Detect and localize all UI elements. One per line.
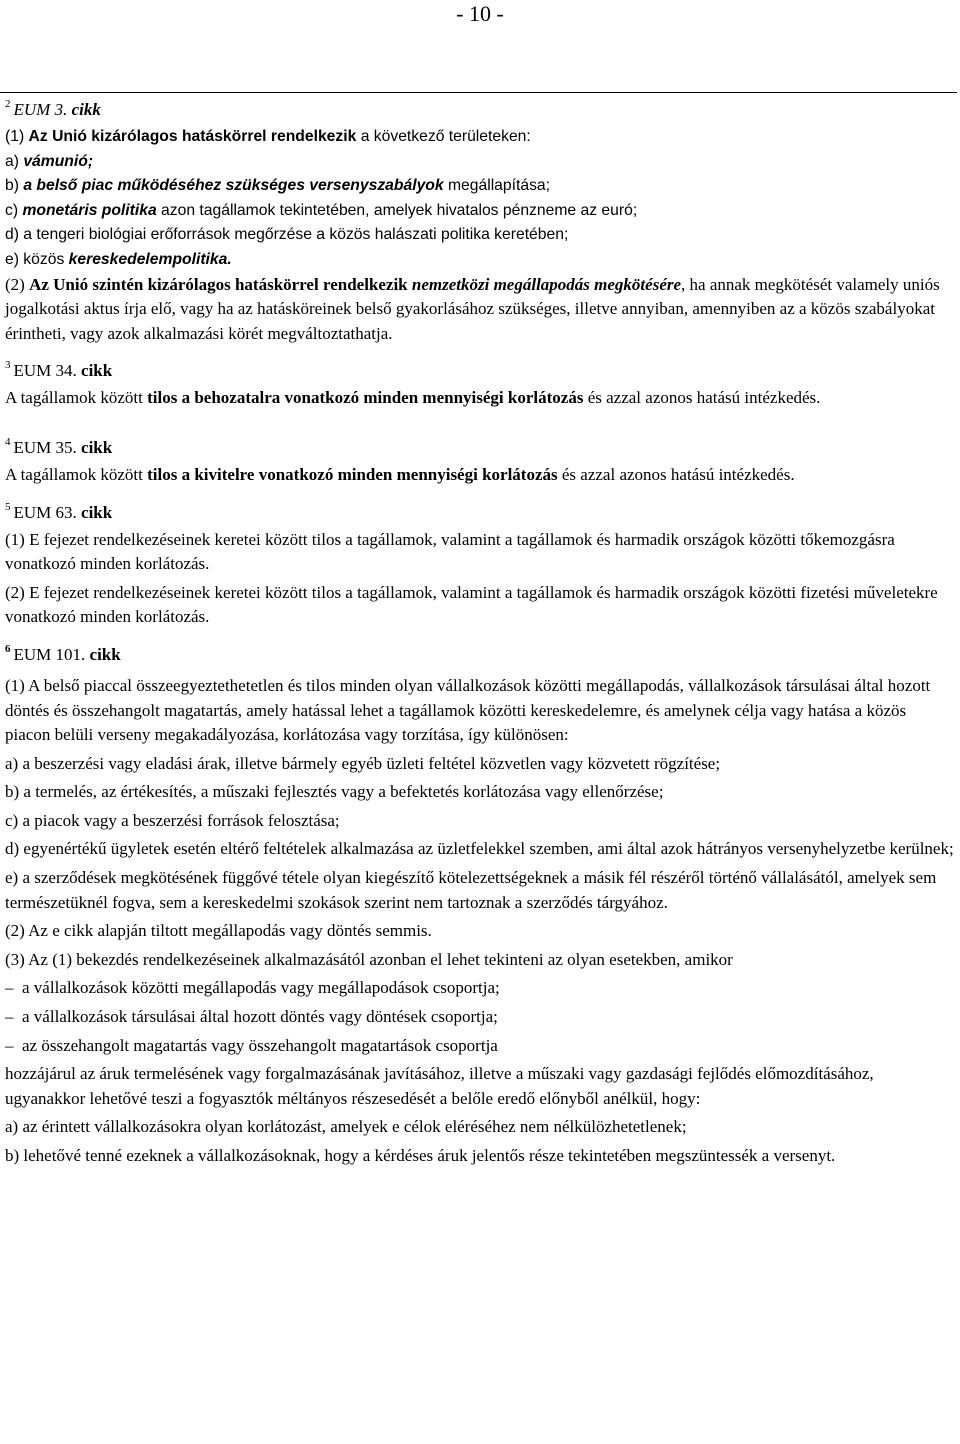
footnote-5-title: $^5$ EUM 63. cikk: [5, 500, 113, 522]
footnote-6-paragraph-2: (2) Az e cikk alapján tiltott megállapodás vagy döntés semmis.: [5, 921, 432, 941]
dash-marker: –: [5, 978, 14, 998]
footnote-6-item-b: b) a termelés, az értékesítés, a műszaki fejlesztés vagy a befektetés korlátozása vagy ellenőrzése;: [5, 782, 664, 802]
footnote-2-paragraph-2: (2) Az Unió szintén kizárólagos hatáskörrel rendelkezik nemzetközi megállapodás megkötésére, ha annak megkötését valamely uniós jogalkotási aktus írja elő, vagy ha az hatásköreinek belső gyakorlásához szükséges, illetve annyiban, amennyiben az a közös szabályokat érintheti, vagy azok alkalmazási körét megváltoztathatja.: [5, 274, 940, 343]
footnote-6-condition-a: a) az érintett vállalkozásokra olyan korlátozást, amelyek e célok eléréséhez nem nélkülözhetetlenek;: [5, 1117, 687, 1137]
footnote-3-text: A tagállamok között tilos a behozatalra vonatkozó minden mennyiségi korlátozás és azzal azonos hatású intézkedés.: [5, 388, 821, 408]
footnote-6-dash-item-2: – a vállalkozások társulásai által hozott döntés vagy döntések csoportja;: [5, 1005, 955, 1030]
footnote-6-dash-item-1: – a vállalkozások közötti megállapodás vagy megállapodások csoportja;: [5, 976, 955, 1001]
page-number: - 10 -: [456, 1, 504, 26]
footnote-separator: [0, 92, 957, 93]
footnote-4-title: $^4$ EUM 35. cikk: [5, 435, 113, 457]
footnote-2-item-c: c) monetáris politika azon tagállamok tekintetében, amelyek hivatalos pénzneme az euró;: [5, 201, 638, 219]
footnote-5-number: 5: [5, 500, 11, 513]
footnote-2-item-b: b) a belső piac működéséhez szükséges versenyszabályok megállapítása;: [5, 177, 550, 195]
footnote-2-paragraph-1: (1) Az Unió kizárólagos hatáskörrel rendelkezik a következő területeken:: [5, 128, 531, 145]
footnote-3-title: $^3$ EUM 34. cikk: [5, 359, 113, 381]
footnote-2-item-e: e) közös kereskedelempolitika.: [5, 250, 232, 268]
footnote-6-dash-item-3: – az összehangolt magatartás vagy összehangolt magatartások csoportja: [5, 1034, 955, 1059]
footnotes: [5, 97, 955, 1169]
footnote-4-text: A tagállamok között tilos a kivitelre vonatkozó minden mennyiségi korlátozás és azzal azonos hatású intézkedés.: [5, 464, 795, 484]
footnote-6-condition-b: b) lehetővé tenné ezeknek a vállalkozásoknak, hogy a kérdéses áruk jelentős része tekintetében megszüntessék a versenyt.: [5, 1146, 836, 1165]
footnote-2-number: 2: [5, 98, 11, 110]
footnote-6-paragraph-1: (1) A belső piaccal összeegyeztethetetlen és tilos minden olyan vállalkozások közötti megállapodás, vállalkozások társulásai által hozott döntés és összehangolt magatartás, amely hatással lehet a tagállamok közötti kereskedelemre, és amelynek célja vagy hatása a közös piacon belüli verseny megakadályozása, korlátozása vagy torzítása, így különösen:: [5, 675, 931, 745]
footnote-6-item-d: d) egyenértékű ügyletek esetén eltérő feltételek alkalmazása az üzletfelekkel szemben, ami által azok hátrányos versenyhelyzetbe kerülnek;: [5, 839, 954, 859]
footnote-2-item-d: d) a tengeri biológiai erőforrások megőrzése a közös halászati politika keretében;: [5, 226, 569, 244]
footnote-6-item-e: e) a szerződések megkötésének függővé tétele olyan kiegészítő kötelezettségeknek a másik fél részéről történő vállalásától, amelyek sem természetüknél fogva, sem a kereskedelmi szokások szerint nem tartoznak a szerződés tárgyához.: [5, 868, 937, 912]
footnote-2-title: $^2$ EUM 3. cikk: [5, 98, 101, 119]
footnote-5-paragraph-2: (2) E fejezet rendelkezéseinek keretei között tilos a tagállamok, valamint a tagállamok és harmadik országok közötti fizetési műveletekre vonatkozó minden korlátozás.: [5, 582, 938, 627]
dash-marker: –: [5, 1007, 14, 1027]
footnote-2-item-a: a) vámunió;: [5, 152, 94, 170]
footnote-6-number: 6: [5, 642, 11, 655]
footnote-6-continuation: hozzájárul az áruk termelésének vagy forgalmazásának javításához, illetve a műszaki vagy gazdasági fejlődés előmozdításához, ugyanakkor lehetővé teszi a fogyasztók méltányos részesedését a belőle eredő előnyből anélkül, hogy:: [5, 1064, 874, 1108]
footnote-4-number: 4: [5, 435, 11, 448]
footnote-6-title: $^6$ EUM 101. cikk: [5, 642, 121, 664]
footnote-6-item-c: c) a piacok vagy a beszerzési források felosztása;: [5, 810, 340, 830]
footnote-3-number: 3: [5, 359, 11, 372]
dash-marker: –: [5, 1035, 14, 1055]
footnote-6-paragraph-3: (3) Az (1) bekezdés rendelkezéseinek alkalmazásától azonban el lehet tekinteni az olyan esetekben, amikor: [5, 949, 733, 969]
footnote-5-paragraph-1: (1) E fejezet rendelkezéseinek keretei között tilos a tagállamok, valamint a tagállamok és harmadik országok közötti tőkemozgásra vonatkozó minden korlátozás.: [5, 529, 895, 574]
footnote-6-item-a: a) a beszerzési vagy eladási árak, illetve bármely egyéb üzleti feltétel közvetlen vagy közvetett rögzítése;: [5, 753, 721, 773]
